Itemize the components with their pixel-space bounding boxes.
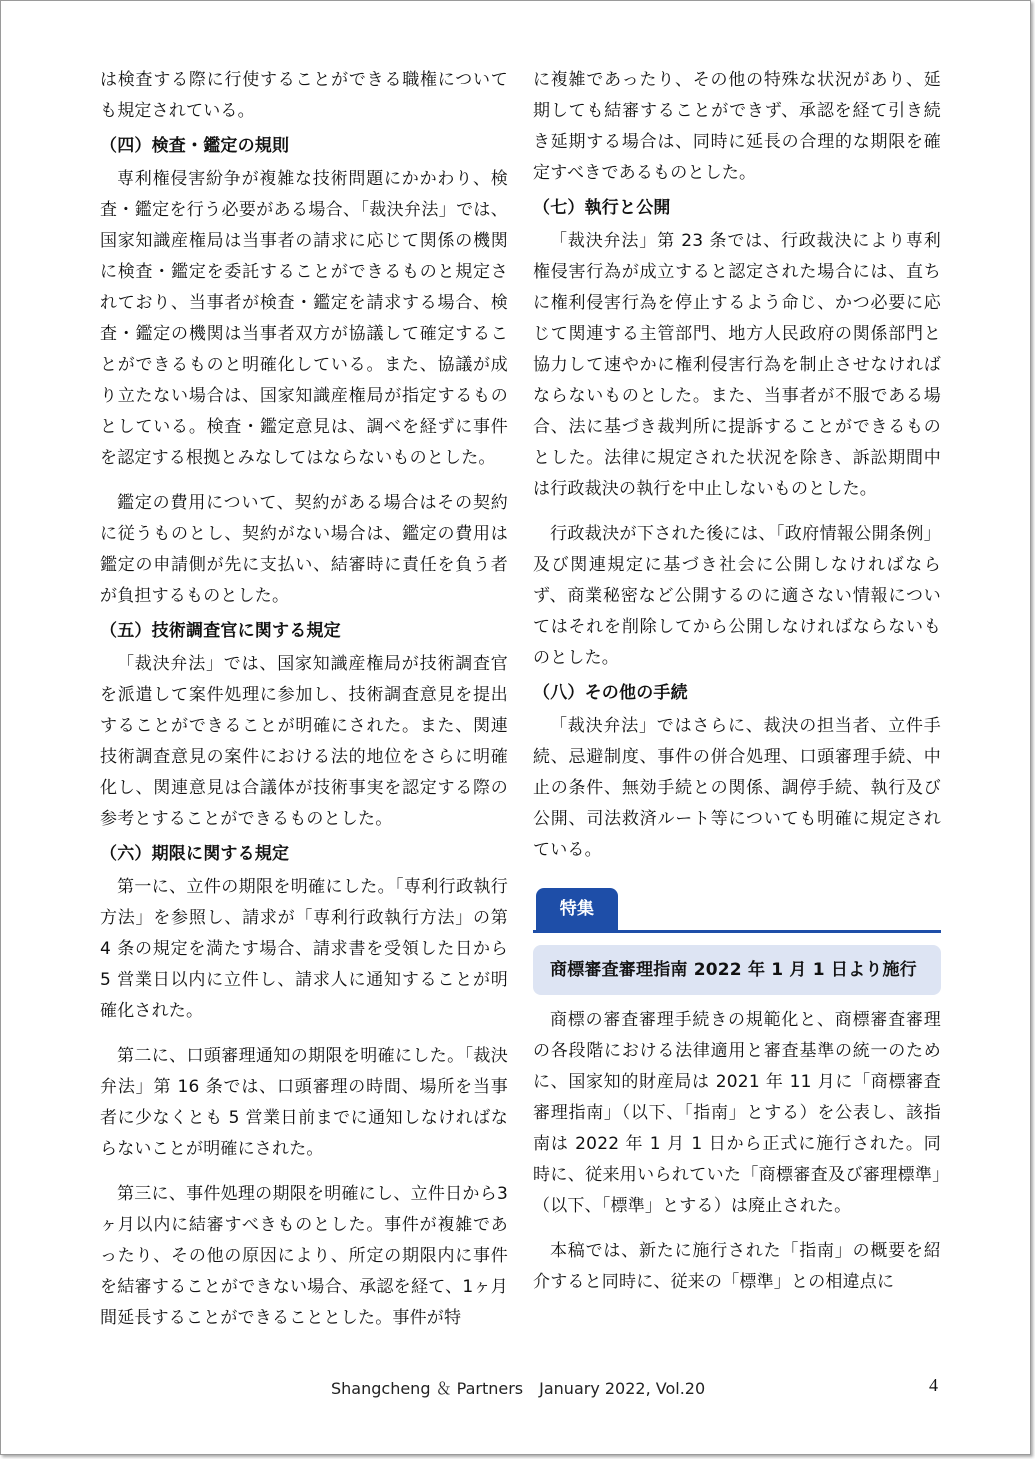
paragraph: 行政裁決が下された後には、「政府情報公開条例」及び関連規定に基づき社会に公開しなければならず、商業秘密など公開するのに適さない情報についてはそれを削除してから公開しなければならないものとした。 xyxy=(533,524,941,668)
section-heading: （七）執行と公開 xyxy=(533,198,671,218)
page-number: 4 xyxy=(929,1375,938,1395)
paragraph: 鑑定の費用について、契約がある場合はその契約に従うものとし、契約がない場合は、鑑定の費用は鑑定の申請側が先に支払い、結審時に責任を負う者が負担するものとした。 xyxy=(100,493,508,606)
feature-section-header xyxy=(533,884,941,933)
paragraph: 「裁決弁法」第 23 条では、行政裁決により専利権侵害行為が成立すると認定された場合には、直ちに権利侵害行為を停止するよう命じ、かつ必要に応じて関連する主管部門、地方人民政府の関係部門と協力して速やかに権利侵害行為を制止させなければならないものとした。また、当事者が不服である場合、法に基づき裁判所に提訴することができるものとした。法律に規定された状況を除き、訴訟期間中は行政裁決の執行を中止しないものとした。 xyxy=(533,231,941,499)
section-heading: （四）検査・鑑定の規則 xyxy=(100,136,290,156)
feature-tab: 特集 xyxy=(536,888,618,930)
paragraph: 第一に、立件の期限を明確にした。「専利行政執行方法」を参照し、請求が「専利行政執行方法」の第 4 条の規定を満たす場合、請求書を受領した日から 5 営業日以内に立件し、請求人に通知することが明確化された。 xyxy=(100,877,508,1021)
paragraph: 商標の審査審理手続きの規範化と、商標審査審理の各段階における法律適用と審査基準の統一のために、国家知的財産局は 2021 年 11 月に「商標審査審理指南」（以下、「指南」とする）を公表し、該指南は 2022 年 1 月 1 日から正式に施行された。同時に、従来用いられていた「商標審査及び審理標準」（以下、「標準」とする）は廃止された。 xyxy=(533,1010,941,1216)
paragraph: 第三に、事件処理の期限を明確にし、立件日から3ヶ月以内に結審すべきものとした。事件が複雑であったり、その他の原因により、所定の期限内に事件を結審することができない場合、承認を経て、1ヶ月間延長することができることとした。事件が特 xyxy=(100,1184,508,1328)
section-heading: （六）期限に関する規定 xyxy=(100,844,290,864)
feature-title: 商標審査審理指南 2022 年 1 月 1 日より施行 xyxy=(533,945,941,995)
left-column xyxy=(100,65,508,1334)
paragraph: 「裁決弁法」ではさらに、裁決の担当者、立件手続、忌避制度、事件の併合処理、口頭審理手続、中止の条件、無効手続との関係、調停手続、執行及び公開、司法救済ルート等についても明確に規定されている。 xyxy=(533,716,941,860)
section-heading: （八）その他の手続 xyxy=(533,683,688,703)
paragraph: 第二に、口頭審理通知の期限を明確にした。「裁決弁法」第 16 条では、口頭審理の時間、場所を当事者に少なくとも 5 営業日前までに通知しなければならないことが明確にされた。 xyxy=(100,1046,508,1159)
footer-publication: Shangcheng ＆ Partners January 2022, Vol.20 xyxy=(331,1379,706,1398)
paragraph: は検査する際に行使することができる職権についても規定されている。 xyxy=(100,70,508,121)
paragraph: 本稿では、新たに施行された「指南」の概要を紹介すると同時に、従来の「標準」との相違点に xyxy=(533,1241,941,1292)
right-column xyxy=(533,65,941,1298)
paragraph: 「裁決弁法」では、国家知識産権局が技術調査官を派遣して案件処理に参加し、技術調査意見を提出することができることが明確にされた。また、関連技術調査意見の案件における法的地位をさらに明確化し、関連意見は合議体が技術事実を認定する際の参考とすることができるものとした。 xyxy=(100,654,508,829)
paragraph: 専利権侵害紛争が複雑な技術問題にかかわり、検査・鑑定を行う必要がある場合、「裁決弁法」では、国家知識産権局は当事者の請求に応じて関係の機関に検査・鑑定を委託することができるものと規定されており、当事者が検査・鑑定を請求する場合、検査・鑑定の機関は当事者双方が協議して確定することができるものと明確化している。また、協議が成り立たない場合は、国家知識産権局が指定するものとしている。検査・鑑定意見は、調べを経ずに事件を認定する根拠とみなしてはならないものとした。 xyxy=(100,169,508,468)
paragraph: に複雑であったり、その他の特殊な状況があり、延期しても結審することができず、承認を経て引き続き延期する場合は、同時に延長の合理的な期限を確定すべきであるものとした。 xyxy=(533,70,941,183)
section-heading: （五）技術調査官に関する規定 xyxy=(100,621,341,641)
